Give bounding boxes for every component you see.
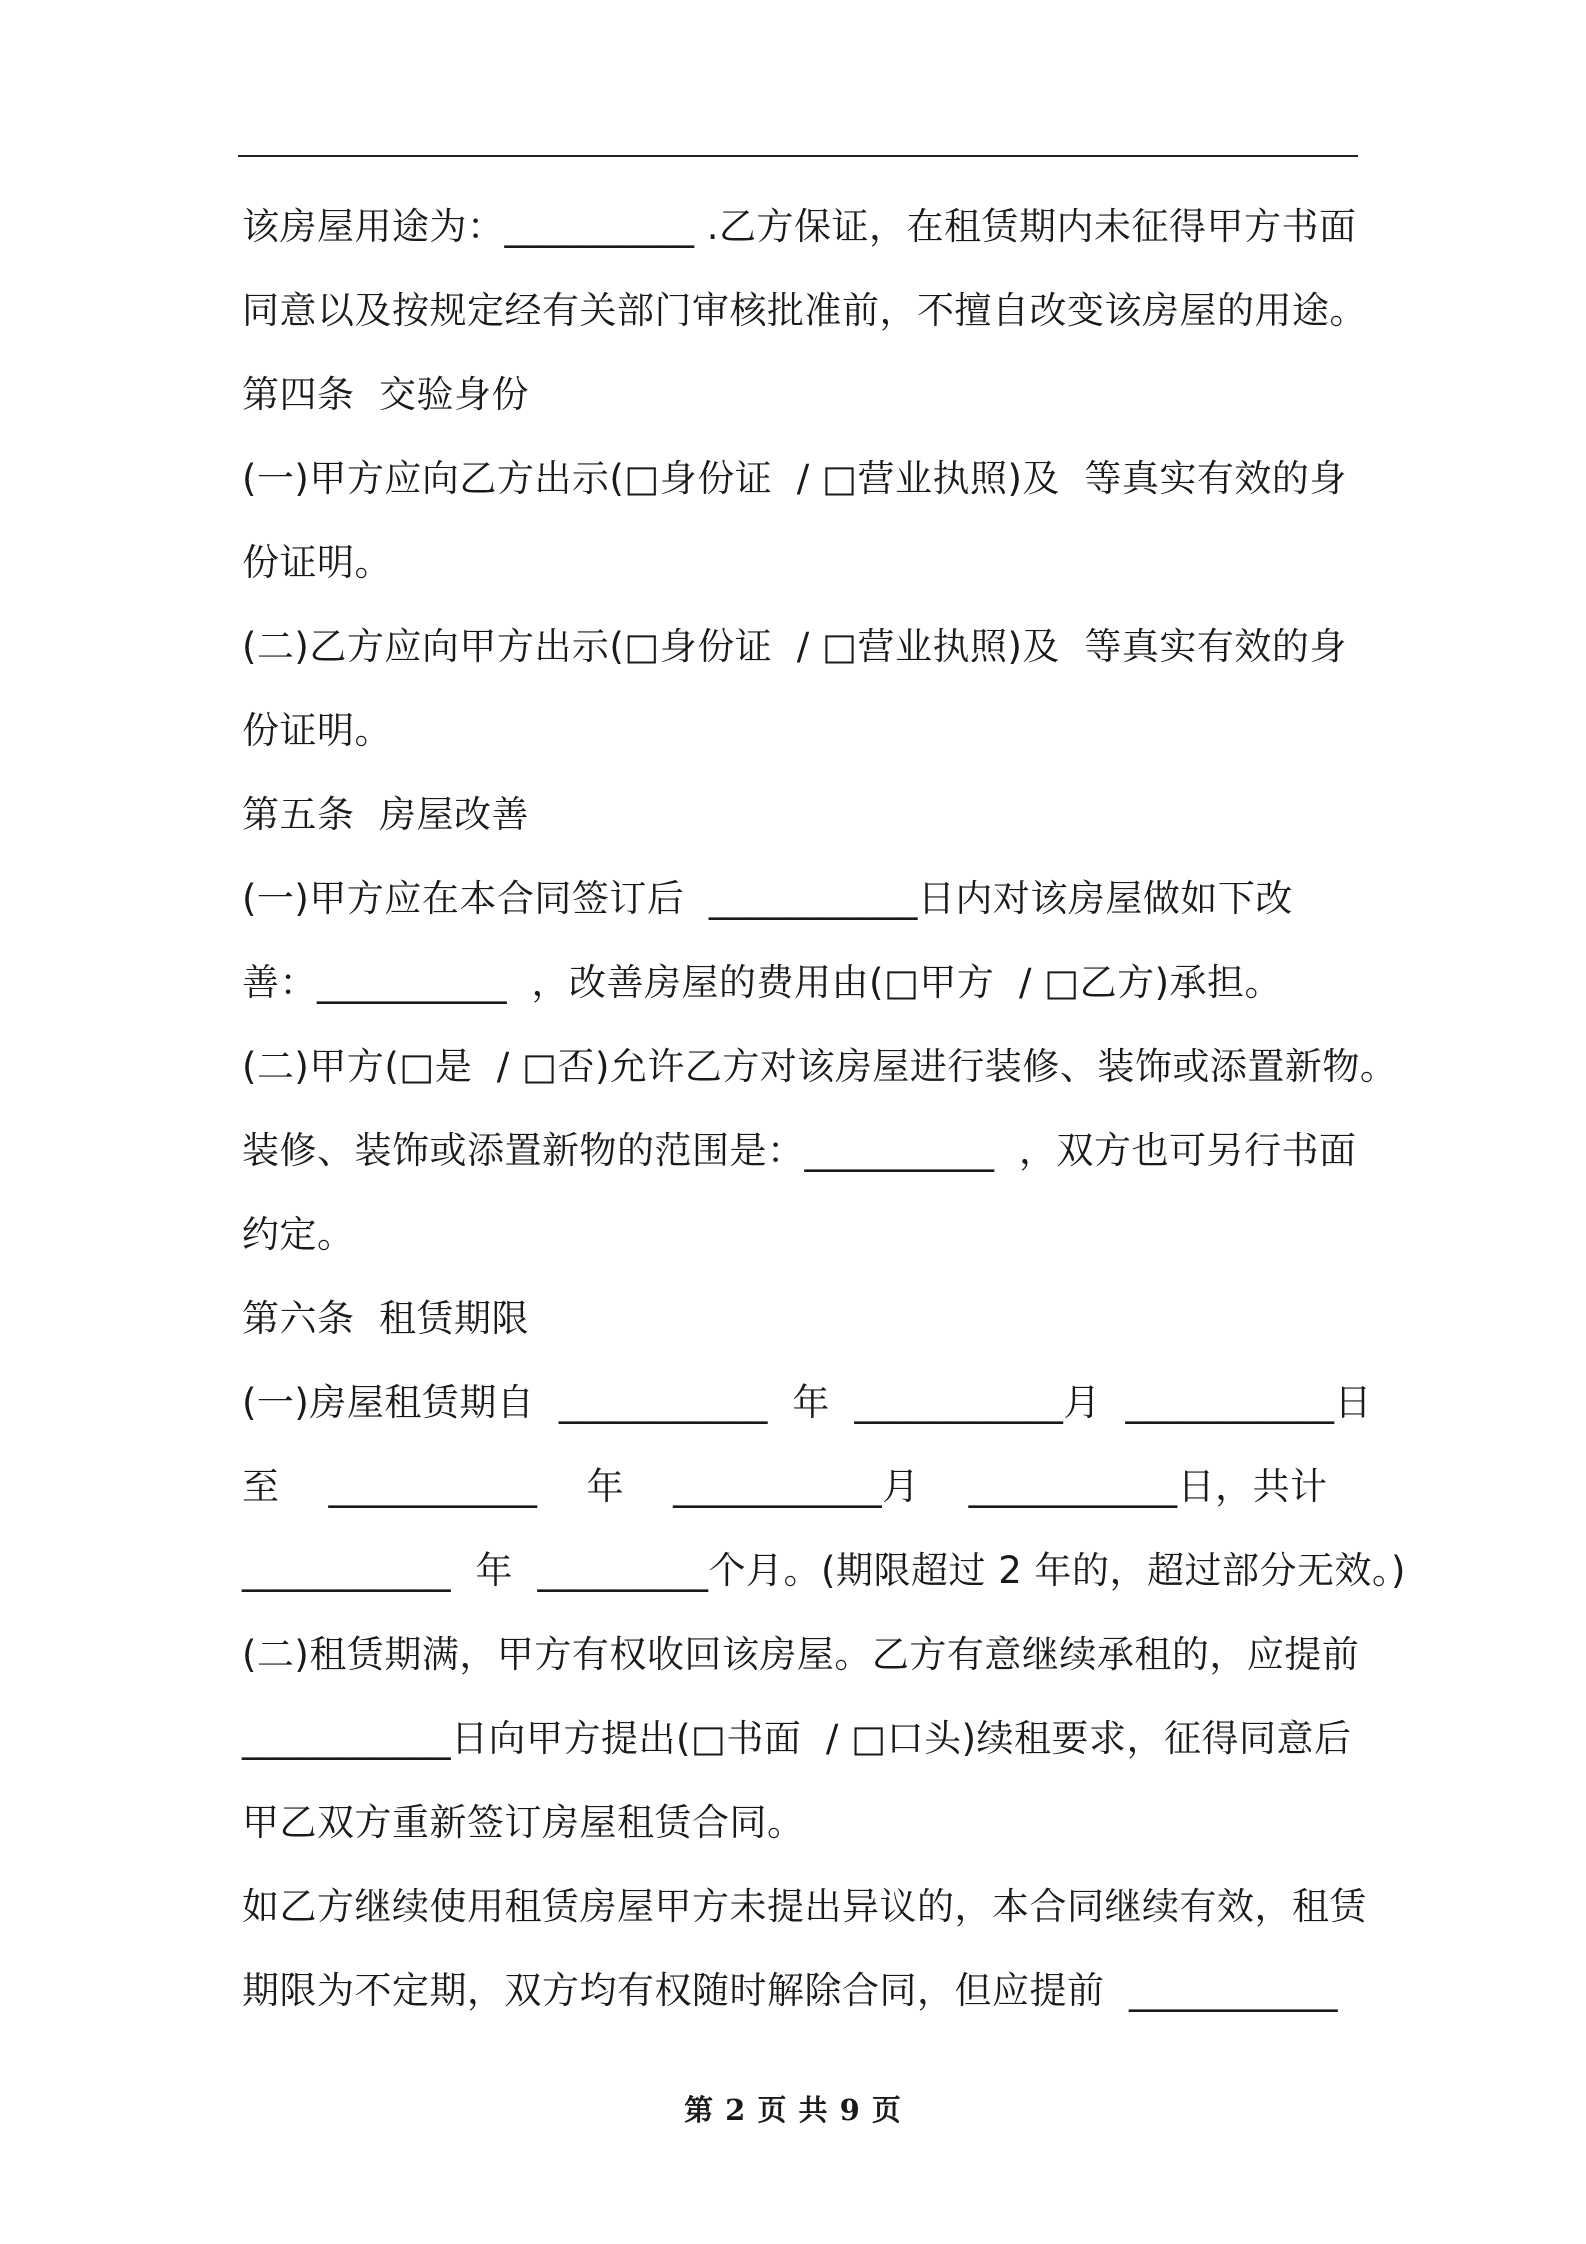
text-line: ___________ 年 _________个月。(期限超过 2 年的，超过部分无效。): [242, 1549, 1406, 1592]
text-line: (二)乙方应向甲方出示(□身份证 / □营业执照)及 等真实有效的身: [242, 625, 1347, 668]
document-body: [242, 197, 1406, 2045]
text-line: (二)租赁期满，甲方有权收回该房屋。乙方有意继续承租的，应提前: [242, 1633, 1360, 1676]
text-line: 同意以及按规定经有关部门审核批准前，不擅自改变该房屋的用途。: [242, 289, 1367, 332]
text-line: 期限为不定期，双方均有权随时解除合同，但应提前 ___________: [242, 1969, 1339, 2012]
header-rule: [238, 155, 1358, 157]
text-line: 该房屋用途为：__________ .乙方保证，在租赁期内未征得甲方书面: [242, 205, 1357, 248]
text-line: 善：__________ ，改善房屋的费用由(□甲方 / □乙方)承担。: [242, 961, 1283, 1004]
page-indicator: 第 2 页 共 9 页: [684, 2093, 902, 2127]
text-line: 份证明。: [242, 541, 392, 584]
text-line: (一)房屋租赁期自 ___________ 年 ___________月 ___________日: [242, 1381, 1372, 1424]
text-line: ___________日向甲方提出(□书面 / □口头)续租要求，征得同意后: [242, 1717, 1352, 1760]
section-heading: 第六条 租赁期限: [242, 1297, 530, 1340]
text-line: (一)甲方应在本合同签订后 ___________日内对该房屋做如下改: [242, 877, 1293, 920]
text-line: (一)甲方应向乙方出示(□身份证 / □营业执照)及 等真实有效的身: [242, 457, 1347, 500]
text-line: 装修、装饰或添置新物的范围是：__________ ，双方也可另行书面: [242, 1129, 1357, 1172]
text-line: 份证明。: [242, 709, 392, 752]
text-line: (二)甲方(□是 / □否)允许乙方对该房屋进行装修、装饰或添置新物。: [242, 1045, 1398, 1088]
section-heading: 第四条 交验身份: [242, 373, 530, 416]
text-line: 约定。: [242, 1213, 355, 1256]
text-line: 至 ___________ 年 ___________月 ___________日，共计: [242, 1465, 1328, 1508]
text-line: 如乙方继续使用租赁房屋甲方未提出异议的，本合同继续有效，租赁: [242, 1885, 1367, 1928]
section-heading: 第五条 房屋改善: [242, 793, 530, 836]
text-line: 甲乙双方重新签订房屋租赁合同。: [242, 1801, 805, 1844]
